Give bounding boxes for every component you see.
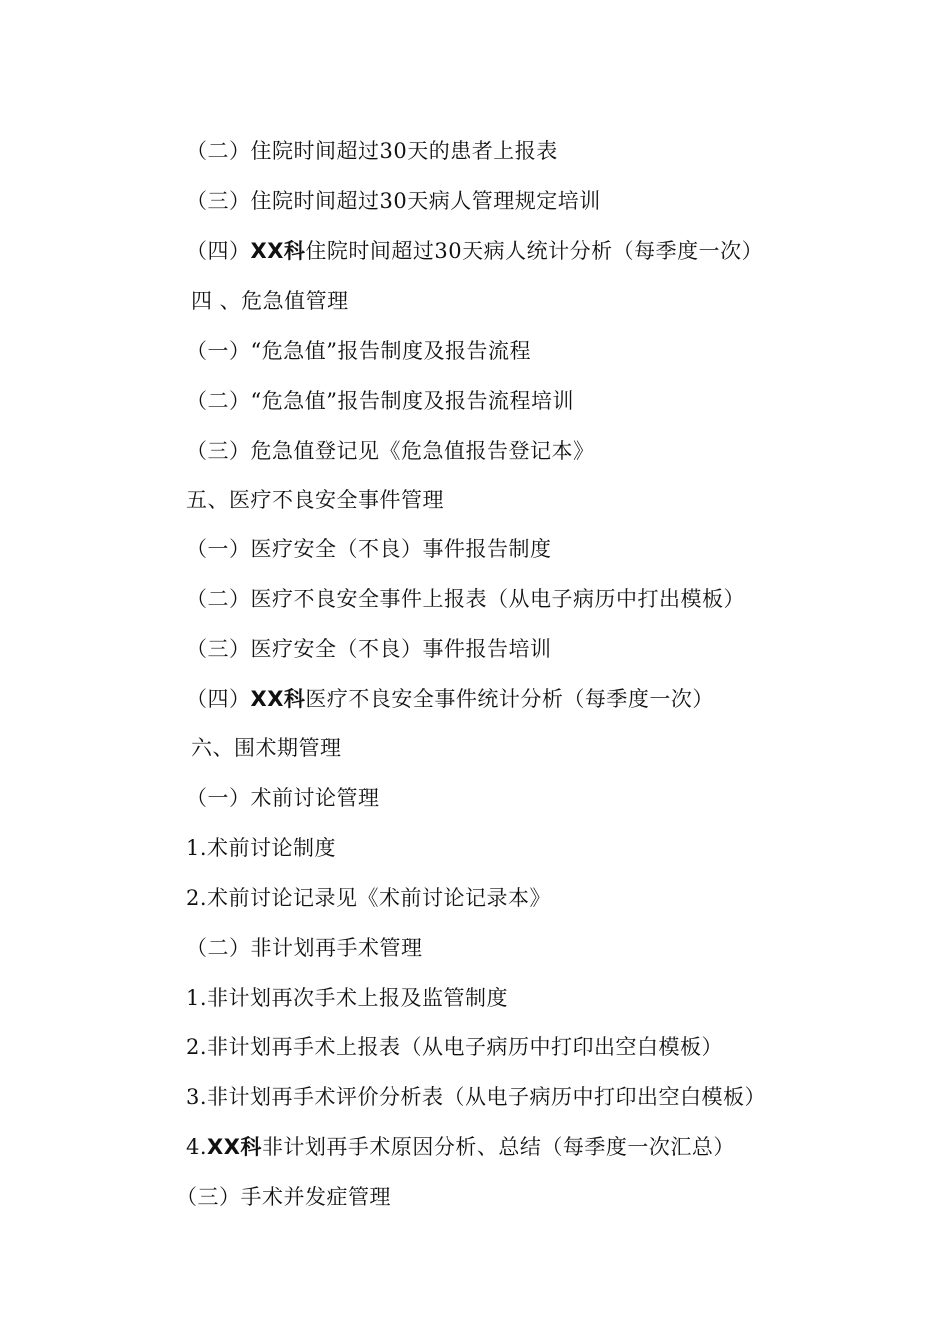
doc-line-12: （四）XX科医疗不良安全事件统计分析（每季度一次）	[186, 687, 714, 711]
doc-line-11: （三）医疗安全（不良）事件报告培训	[186, 637, 552, 661]
doc-line-1: （二）住院时间超过30天的患者上报表	[186, 139, 558, 163]
section-heading-5: 五、医疗不良安全事件管理	[186, 488, 444, 512]
doc-line-16: 2.术前讨论记录见《术前讨论记录本》	[186, 886, 552, 910]
doc-line-18: 1.非计划再次手术上报及监管制度	[186, 986, 509, 1010]
doc-line-14: （一）术前讨论管理	[186, 786, 380, 810]
doc-line-3: （四）XX科住院时间超过30天病人统计分析（每季度一次）	[186, 239, 764, 263]
doc-line-19: 2.非计划再手术上报表（从电子病历中打印出空白模板）	[186, 1035, 724, 1059]
doc-line-20: 3.非计划再手术评价分析表（从电子病历中打印出空白模板）	[186, 1085, 767, 1109]
section-heading-4: 四 、危急值管理	[191, 289, 349, 313]
doc-line-7: （三）危急值登记见《危急值报告登记本》	[186, 439, 595, 463]
doc-line-17: （二）非计划再手术管理	[186, 936, 423, 960]
doc-line-15: 1.术前讨论制度	[186, 836, 337, 860]
doc-line-6: （二）“危急值”报告制度及报告流程培训	[186, 389, 574, 413]
doc-line-10: （二）医疗不良安全事件上报表（从电子病历中打出模板）	[186, 587, 745, 611]
doc-line-21: 4.XX科非计划再手术原因分析、总结（每季度一次汇总）	[186, 1135, 735, 1159]
doc-line-2: （三）住院时间超过30天病人管理规定培训	[186, 189, 601, 213]
doc-line-9: （一）医疗安全（不良）事件报告制度	[186, 537, 552, 561]
doc-line-22: （三）手术并发症管理	[176, 1185, 391, 1209]
doc-line-5: （一）“危急值”报告制度及报告流程	[186, 339, 531, 363]
section-heading-6: 六、围术期管理	[191, 736, 342, 760]
